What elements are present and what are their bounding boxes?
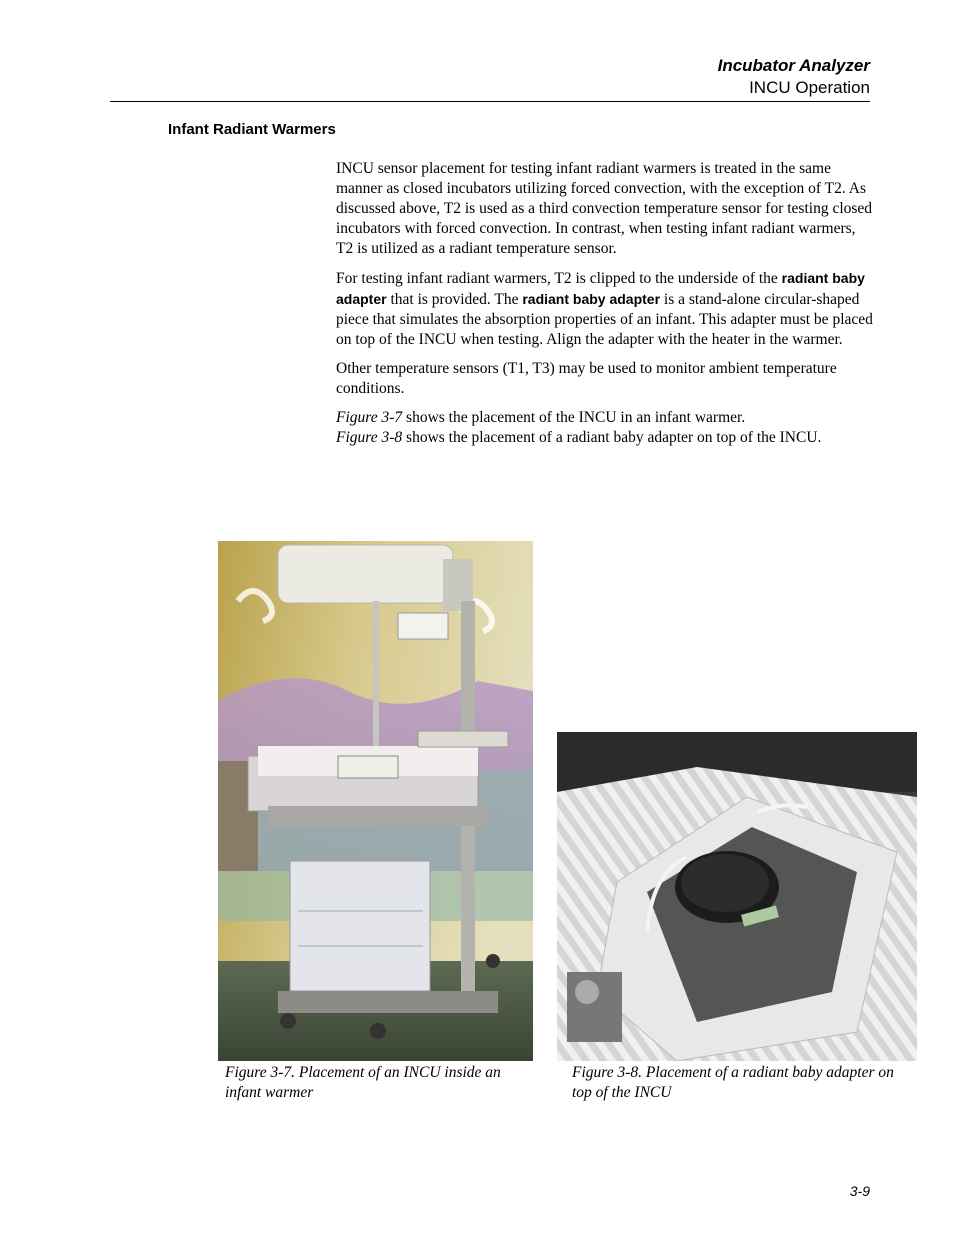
term-radiant-baby-adapter: radiant baby adapter xyxy=(522,291,661,307)
figure-3-8-caption: Figure 3-8. Placement of a radiant baby adapter on top of the INCU xyxy=(572,1064,894,1101)
chapter-title: INCU Operation xyxy=(749,78,870,97)
paragraph-2-text: For testing infant radiant warmers, T2 is clipped to the underside of the xyxy=(336,270,782,287)
paragraph-3: Other temperature sensors (T1, T3) may be used to monitor ambient temperature conditions. xyxy=(336,360,837,397)
figure-ref-3-8: Figure 3-8 xyxy=(336,429,403,446)
figure-ref-3-7: Figure 3-7 xyxy=(336,409,403,426)
paragraph-2 xyxy=(336,268,876,350)
section-heading: Infant Radiant Warmers xyxy=(168,121,336,138)
paragraph-4-text: shows the placement of a radiant baby adapter on top of the INCU. xyxy=(402,429,822,446)
paragraph-4 xyxy=(336,408,876,448)
body-text xyxy=(336,159,876,457)
figure-3-7-photo xyxy=(218,541,533,1061)
term-radiant-baby-adapter: radiant baby adapter xyxy=(336,270,865,307)
paragraph-4-text: shows the placement of the INCU in an infant warmer. xyxy=(402,409,746,426)
paragraph-2-text: that is provided. The xyxy=(386,291,523,308)
paragraph-1: INCU sensor placement for testing infant radiant warmers is treated in the same manner as closed incubators utilizing forced convection, with the exception of T2. As discussed above, T2 is used as a third convection temperature sensor for testing closed incubators with forced convection. In contrast, when testing infant radiant warmers, T2 is utilized as a radiant temperature sensor. xyxy=(336,160,873,257)
figure-3-8-photo xyxy=(557,732,917,1061)
page-number: 3-9 xyxy=(849,1183,870,1199)
document-title: Incubator Analyzer xyxy=(717,56,870,75)
header-divider xyxy=(110,101,870,102)
paragraph-2-text: is a stand-alone circular-shaped piece that simulates the absorption properties of an infant. This adapter must be placed on top of the INCU when testing. Align the adapter with the heater in the warmer. xyxy=(336,291,873,348)
figure-3-7-caption: Figure 3-7. Placement of an INCU inside an infant warmer xyxy=(225,1064,501,1101)
